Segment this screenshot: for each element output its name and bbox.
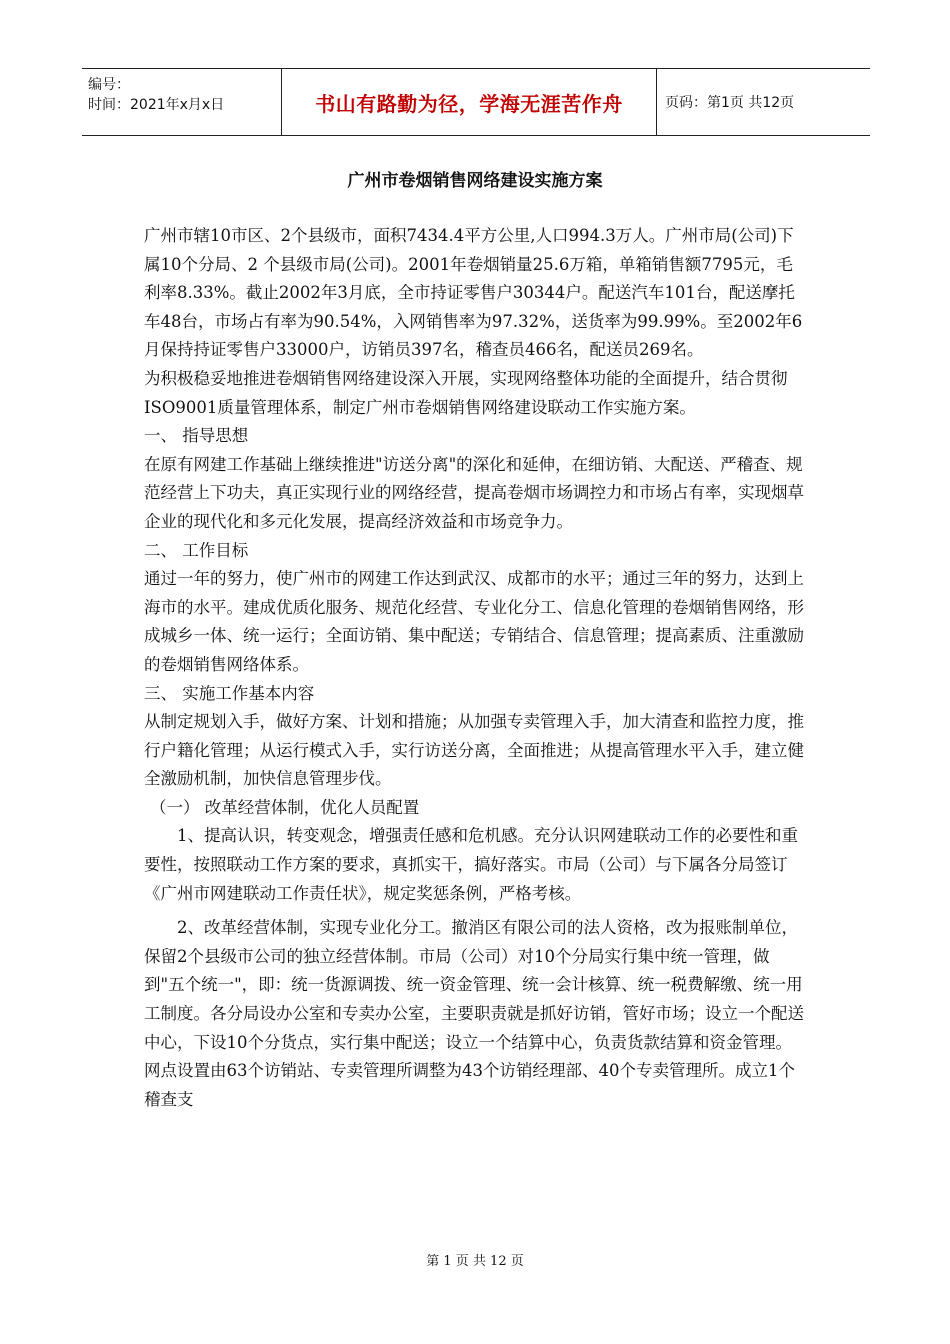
document-title: 广州市卷烟销售网络建设实施方案 <box>347 171 603 191</box>
header-meta <box>82 69 282 135</box>
paragraph-basic-content: 从制定规划入手，做好方案、计划和措施；从加强专卖管理入手，加大清查和监控力度，推行户籍化管理；从运行模式入手，实行访送分离，全面推进；从提高管理水平入手，建立健全激励机制，加快信息管理步伐。 <box>144 712 804 789</box>
paragraph-purpose: 为积极稳妥地推进卷烟销售网络建设深入开展，实现网络整体功能的全面提升，结合贯彻ISO9001质量管理体系，制定广州市卷烟销售网络建设联动工作实施方案。 <box>144 368 788 417</box>
section-heading-1: 一、 指导思想 <box>144 426 249 446</box>
paragraph-item-2: 2、改革经营体制，实现专业化分工。撤消区有限公司的法人资格，改为报账制单位，保留2个县级市公司的独立经营体制。市局（公司）对10个分局实行集中统一管理，做到"五个统一"，即：统一货源调拨、统一资金管理、统一会计核算、统一税费解缴、统一用工制度。各分局设办公室和专卖办公室，主要职责就是抓好访销，管好市场；设立一个配送中心，下设10个分货点，实行集中配送；设立一个结算中心，负责货款结算和资金管理。网点设置由63个访销站、专卖管理所调整为43个访销经理部、40个专卖管理所。成立1个稽查支 <box>144 918 804 1109</box>
page-info: 页码：第1页 共12页 <box>665 95 795 111</box>
motto: 书山有路勤为径，学海无涯苦作舟 <box>282 69 657 135</box>
paragraph-overview: 广州市辖10市区、2个县级市，面积7434.4平方公里,人口994.3万人。广州市局(公司)下属10个分局、2 个县级市局(公司)。2001年卷烟销量25.6万箱，单箱销售额7795元，毛利率8.33%。截止2002年3月底，全市持证零售户30344户。配送汽车101台，配送摩托车48台，市场占有率为90.54%，入网销售率为97.32%，送货率为99.99%。至2002年6月保持持证零售户33000户，访销员397名，稽查员466名，配送员269名。 <box>144 226 803 360</box>
number-label: 编号： <box>88 77 130 93</box>
paragraph-guiding-thought: 在原有网建工作基础上继续推进"访送分离"的深化和延伸，在细访销、大配送、严稽查、规范经营上下功夫，真正实现行业的网络经营，提高卷烟市场调控力和市场占有率，实现烟草企业的现代化和多元化发展，提高经济效益和市场竞争力。 <box>144 454 804 531</box>
header-table <box>82 68 870 136</box>
section-heading-3: 三、 实施工作基本内容 <box>144 683 315 703</box>
page-footer: 第 1 页 共 12 页 <box>426 1254 524 1269</box>
subsection-heading-1: （一） 改革经营体制，优化人员配置 <box>150 797 420 817</box>
section-heading-2: 二、 工作目标 <box>144 540 249 560</box>
paragraph-item-1: 1、提高认识，转变观念，增强责任感和危机感。充分认识网建联动工作的必要性和重要性，按照联动工作方案的要求，真抓实干，搞好落实。市局（公司）与下属各分局签订《广州市网建联动工作责任状》，规定奖惩条例，严格考核。 <box>144 826 798 903</box>
document-body <box>144 222 806 1114</box>
paragraph-work-goal: 通过一年的努力，使广州市的网建工作达到武汉、成都市的水平；通过三年的努力，达到上海市的水平。建成优质化服务、规范化经营、专业化分工、信息化管理的卷烟销售网络，形成城乡一体、统一运行；全面访销、集中配送；专销结合、信息管理；提高素质、注重激励的卷烟销售网络体系。 <box>144 569 804 674</box>
time-label: 时间：2021年x月x日 <box>88 97 225 113</box>
